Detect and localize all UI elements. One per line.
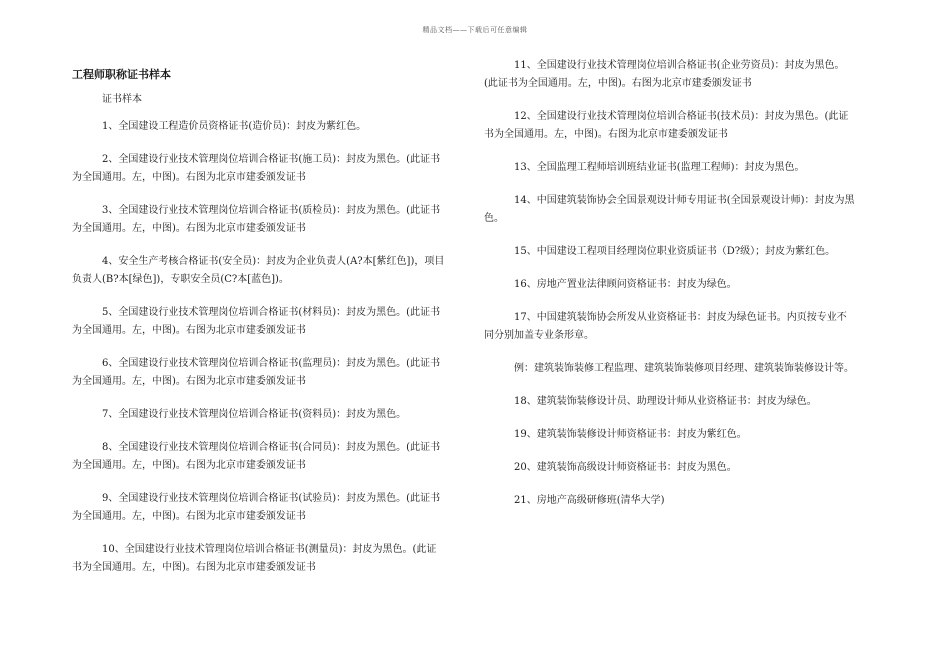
list-item <box>72 541 467 577</box>
list-item-line: 13、全国监理工程师培训班结业证书(监理工程师)：封皮为黑色。 <box>514 162 805 173</box>
list-item-line: 6、全国建设行业技术管理岗位培训合格证书(监理员)：封皮为黑色。(此证书 <box>102 358 441 369</box>
list-item <box>72 253 467 289</box>
list-item-line: 5、全国建设行业技术管理岗位培训合格证书(材料员)：封皮为黑色。(此证书 <box>102 307 441 318</box>
list-item <box>484 426 879 444</box>
list-item <box>72 490 467 526</box>
right-column <box>484 57 879 510</box>
list-item-line: 8、全国建设行业技术管理岗位培训合格证书(合同员)：封皮为黑色。(此证书 <box>102 442 441 453</box>
list-item-line: 2、全国建设行业技术管理岗位培训合格证书(施工员)：封皮为黑色。(此证书 <box>102 154 441 165</box>
list-item <box>484 459 879 477</box>
list-item <box>72 406 467 424</box>
list-item-line: 9、全国建设行业技术管理岗位培训合格证书(试验员)：封皮为黑色。(此证书 <box>102 493 441 504</box>
list-item <box>484 276 879 294</box>
list-item-line: 19、建筑装饰装修设计师资格证书：封皮为紫红色。 <box>514 429 747 440</box>
list-item-line: 11、全国建设行业技术管理岗位培训合格证书(企业劳资员)：封皮为黑色。 <box>514 60 845 71</box>
left-item-list <box>72 118 467 577</box>
list-item-line: (此证书为全国通用。左，中图)。右图为北京市建委颁发证书 <box>484 78 752 89</box>
list-item-line: 为全国通用。左，中图)。右图为北京市建委颁发证书 <box>72 460 306 471</box>
list-item-line: 例：建筑装饰装修工程监理、建筑装饰装修项目经理、建筑装饰装修设计等。 <box>514 363 854 374</box>
list-item-line: 12、全国建设行业技术管理岗位培训合格证书(技术员)：封皮为黑色。(此证 <box>514 111 849 122</box>
list-item-line: 16、房地产置业法律顾问资格证书：封皮为绿色。 <box>514 279 737 290</box>
list-item <box>484 309 879 345</box>
list-item-line: 20、建筑装饰高级设计师资格证书：封皮为黑色。 <box>514 462 737 473</box>
list-item-line: 4、安全生产考核合格证书(安全员)：封皮为企业负责人(A?本[紫红色])，项目 <box>102 256 445 267</box>
list-item <box>484 243 879 261</box>
list-item-line: 1、全国建设工程造价员资格证书(造价员)：封皮为紫红色。 <box>102 121 367 132</box>
list-item <box>72 118 467 136</box>
document-title: 工程师职称证书样本 <box>72 68 171 81</box>
list-item-line: 14、中国建筑装饰协会全国景观设计师专用证书(全国景观设计师)：封皮为黑 <box>514 195 855 206</box>
list-item <box>484 492 879 510</box>
list-item <box>484 108 879 144</box>
list-item-line: 15、中国建设工程项目经理岗位职业资质证书（D?级）；封皮为紫红色。 <box>514 246 836 257</box>
list-item-line: 3、全国建设行业技术管理岗位培训合格证书(质检员)：封皮为黑色。(此证书 <box>102 205 441 216</box>
list-item-line: 负责人(B?本[绿色])，专职安全员(C?本[蓝色])。 <box>72 274 289 285</box>
list-item-line: 17、中国建筑装饰协会所发从业资格证书：封皮为绿色证书。内页按专业不 <box>514 312 847 323</box>
list-item <box>484 57 879 93</box>
list-item <box>72 151 467 187</box>
list-item-line: 为全国通用。左，中图)。右图为北京市建委颁发证书 <box>72 172 306 183</box>
list-item-line: 为全国通用。左，中图)。右图为北京市建委颁发证书 <box>72 511 306 522</box>
list-item-line: 21、房地产高级研修班(清华大学) <box>514 495 665 506</box>
page-header: 精品文档——下载后可任意编辑 <box>422 26 528 34</box>
left-column <box>72 68 467 577</box>
list-item <box>484 192 879 228</box>
list-item-line: 书为全国通用。左，中图)。右图为北京市建委颁发证书 <box>484 129 728 140</box>
list-item <box>484 393 879 411</box>
list-item <box>484 360 879 378</box>
list-item-line: 为全国通用。左，中图)。右图为北京市建委颁发证书 <box>72 376 306 387</box>
right-item-list <box>484 57 879 510</box>
list-item <box>484 159 879 177</box>
list-item-line: 色。 <box>484 213 504 224</box>
list-item <box>72 355 467 391</box>
list-item <box>72 304 467 340</box>
list-item-line: 为全国通用。左，中图)。右图为北京市建委颁发证书 <box>72 223 306 234</box>
list-item-line: 10、全国建设行业技术管理岗位培训合格证书(测量员)：封皮为黑色。(此证 <box>102 544 437 555</box>
list-item <box>72 439 467 475</box>
list-item-line: 为全国通用。左，中图)。右图为北京市建委颁发证书 <box>72 325 306 336</box>
list-item-line: 18、建筑装饰装修设计员、助理设计师从业资格证书：封皮为绿色。 <box>514 396 817 407</box>
list-item-line: 书为全国通用。左，中图)。右图为北京市建委颁发证书 <box>72 562 316 573</box>
list-item-line: 同分别加盖专业条形章。 <box>484 330 594 341</box>
list-item-line: 7、全国建设行业技术管理岗位培训合格证书(资料员)：封皮为黑色。 <box>102 409 407 420</box>
list-item <box>72 202 467 238</box>
document-subtitle: 证书样本 <box>102 94 142 105</box>
